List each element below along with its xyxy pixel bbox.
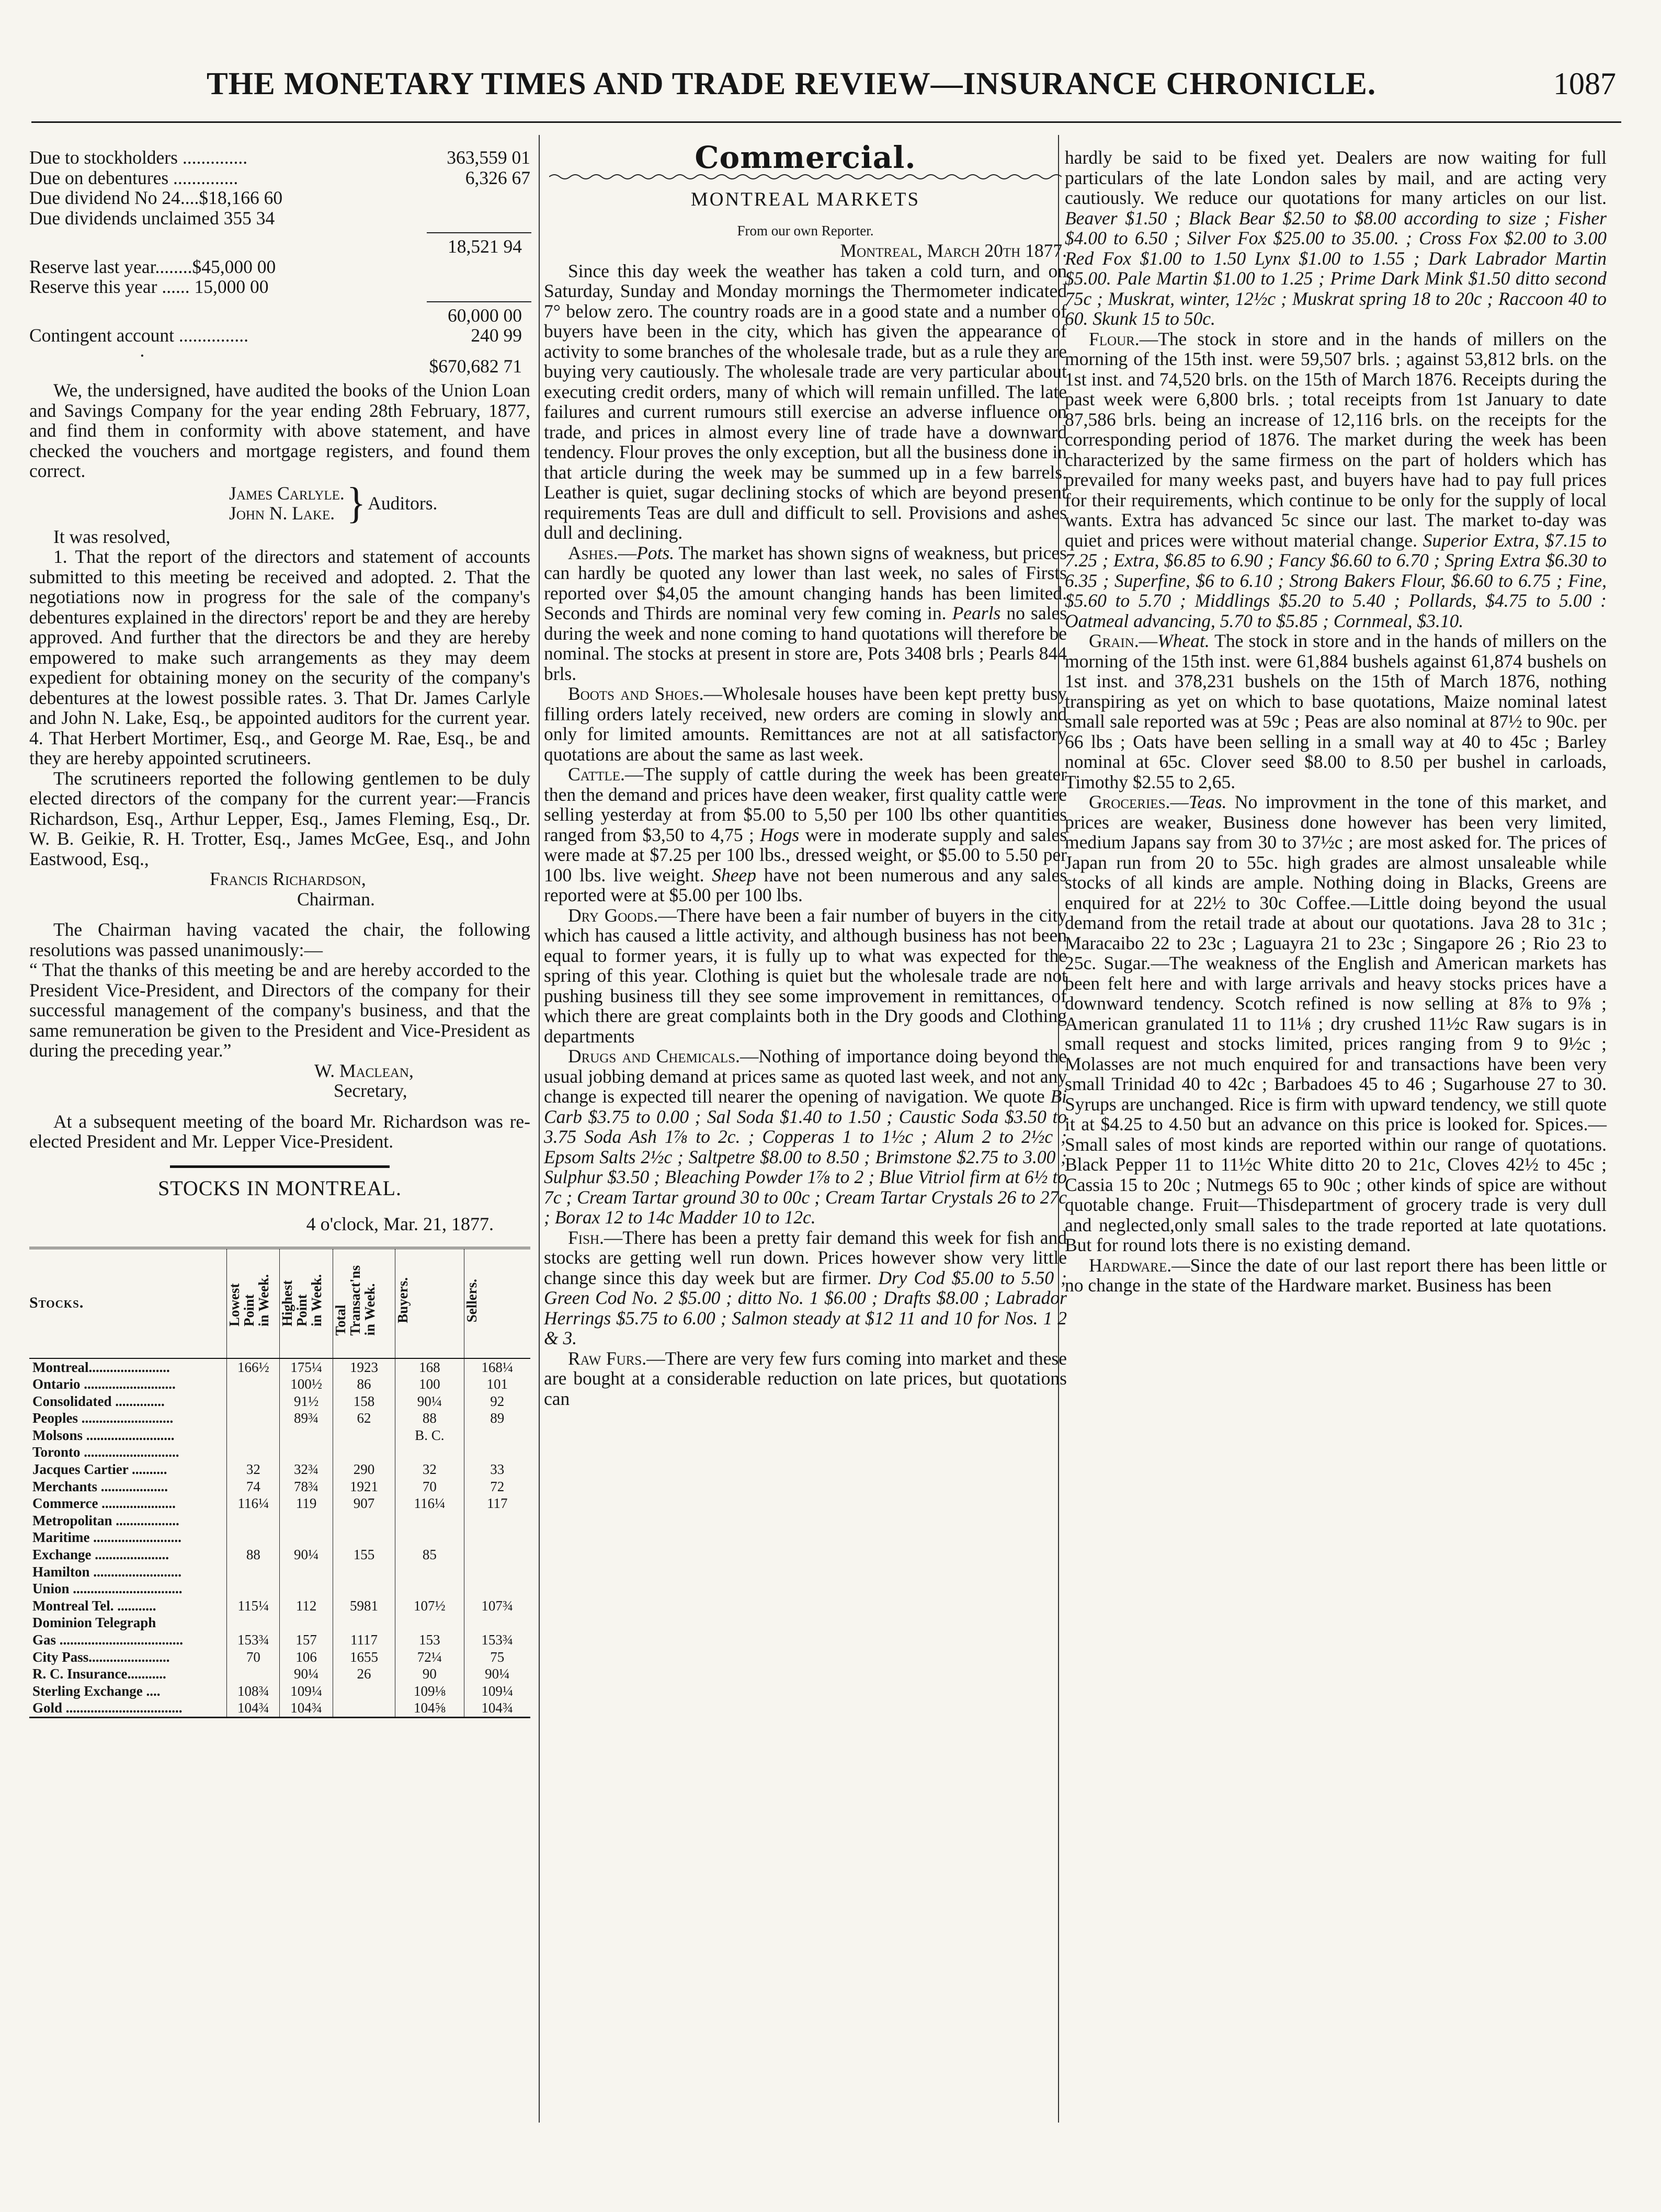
dry-goods-heading: Dry Goods. [568, 904, 658, 926]
publication-title: THE MONETARY TIMES AND TRADE REVIEW—INSURANCE CHRONICLE. [207, 66, 1376, 101]
groceries-report: Groceries.—Teas. No improvment in the tone of this market, and prices are weaker, Business done however has been very limited, medium Japans say from 30 to 37½c ; are most asked for. The prices of Japan run from 20 to 55c. high grades are almost unsaleable while stocks of all kinds are ample. Nothing doing in Blacks, Greens are enquired for at 22½ to 30c Coffee.—Little doing beyond the usual demand from the retail trade at about our quotations. Java 28 to 31c ; Maracaibo 22 to 23c ; Laguayra 21 to 23c ; Singapore 26 ; Rio 23 to 25c. Sugar.—The weakness of the English and American markets has been felt here and with large arrivals and heavy stocks prices have a downward tendency. Scotch refined is now selling at 8⅞ to 9⅞ ; American granulated 11 to 11⅛ ; dry crushed 11½c Raw sugars is in small request and stocks limited, prices ranging from 9 to 9½c ; Molasses are not much enquired for and transactions have been very small Trinidad 40 to 42c ; Barbadoes 45 to 46 ; Sugarhouse 27 to 30. Syrups are unchanged. Rice is firm with upward tendency, we still quote it at $4.25 to 4.50 but an advance on this price is looked for. Spices.—Small sales of most kinds are reported within our range of quotations. Black Pepper 11 to 11½c White ditto 20 to 21c, Cloves 42½ to 45c ; Cassia 15 to 20c ; Nutmegs 65 to 90c ; other kinds of spice are without quotable change. Fruit—Thisdepartment of grocery trade is very dull and neglected,only small sales to the trade reported at late quotations. But for round lots there is no existing demand. [1065, 791, 1607, 1255]
chairman-title: Chairman. [297, 888, 375, 910]
col-header-stocks: Stocks. [29, 1248, 227, 1358]
stock-value: 109¼ [280, 1683, 333, 1700]
grain-heading: Grain. [1089, 630, 1139, 651]
stock-value [333, 1683, 395, 1700]
stock-value [333, 1563, 395, 1581]
stock-value [333, 1614, 395, 1631]
stock-value [333, 1444, 395, 1461]
center-column [544, 140, 1067, 1409]
table-row [29, 1461, 530, 1478]
stock-value [333, 1427, 395, 1444]
auditors-label: Auditors. [368, 492, 438, 514]
secretary-title: Secretary, [334, 1080, 407, 1101]
secretary-name: W. Maclean, [314, 1060, 414, 1081]
stock-value [395, 1563, 464, 1581]
dateline: Montreal, March 20th 1877. [840, 240, 1067, 261]
markets-subhead: MONTREAL MARKETS [690, 189, 920, 210]
stock-value [280, 1614, 333, 1631]
stock-value: 104¾ [280, 1699, 333, 1717]
stock-name: Jacques Cartier .......... [29, 1461, 227, 1478]
stock-value: 78¾ [280, 1478, 333, 1495]
stock-name: Montreal....................... [29, 1358, 227, 1376]
stock-value: 907 [333, 1495, 395, 1512]
stock-name: Molsons ......................... [29, 1427, 227, 1444]
table-header-row [29, 1248, 530, 1358]
stock-value: 1921 [333, 1478, 395, 1495]
stock-name: Peoples .......................... [29, 1410, 227, 1427]
subtotal-row [29, 305, 530, 326]
table-row [29, 1631, 530, 1649]
col-header-highest: Highest Point in Week. [280, 1248, 333, 1358]
table-row [29, 1495, 530, 1512]
page-number: 1087 [1553, 66, 1616, 101]
table-row [29, 1580, 530, 1597]
stock-value: B. C. [395, 1427, 464, 1444]
table-row [29, 1699, 530, 1717]
stock-value [464, 1512, 530, 1529]
hardware-heading: Hardware. [1089, 1254, 1172, 1276]
stock-value [280, 1427, 333, 1444]
account-label: Reserve last year........$45,000 00 [29, 256, 276, 277]
wavy-rule [549, 173, 1062, 181]
table-row [29, 1393, 530, 1410]
stock-value [464, 1427, 530, 1444]
stock-value: 88 [395, 1410, 464, 1427]
stock-value [333, 1529, 395, 1546]
furs-report: Raw Furs.—There are very few furs coming into market and these are bought at a considerable reduction on late prices, but quotations can [544, 1347, 1067, 1409]
vacated-chair: The Chairman having vacated the chair, the following resolutions was passed unanimously:— [29, 919, 530, 960]
grain-report: Grain.—Wheat. The stock in store and in the hands of millers on the morning of the 15th inst. were 61,884 bushels against 61,874 bushels on 1st inst. and 378,231 bushels on the 15th of March 1876, nothing transpiring as yet on which to base quotations, Maize nominal latest small sale reported was at 59c ; Peas are also nominal at 87½ to 90c. per 66 lbs ; Oats have been selling in a small way at 40 to 45c ; Barley nominal at 65c. Clover seed $8.00 to 8.50 per bushel in carloads, Timothy $2.55 to 2,65. [1065, 630, 1607, 792]
stock-name: Merchants ................... [29, 1478, 227, 1495]
stock-value [395, 1512, 464, 1529]
stock-value: 62 [333, 1410, 395, 1427]
market-intro: Since this day week the weather has taken a cold turn, and on Saturday, Sunday and Monday mornings the Thermometer indicated 7° below zero. The country roads are in a good state and a number of buyers have been in the city, which has given the appearance of activity to some branches of the wholesale trade, but as a rule they are buying very cautiously. The wholesale trade are very particular about executing credit orders, many of which will remain unfilled. The late failures and current rumours still exercise an adverse influence on trade, and prices in almost every line of trade have a downward tendency. Flour proves the only exception, but all the business done in that article during the week may be summed up in a few barrels. Leather is quiet, sugar declining stocks of which are beyond present requirements Teas are dull and difficult to sell. Provisions and ashes dull and declining. [544, 260, 1067, 543]
stock-value: 1655 [333, 1649, 395, 1666]
stock-value [280, 1529, 333, 1546]
stock-value [227, 1563, 280, 1581]
table-row [29, 1683, 530, 1700]
table-row [29, 1546, 530, 1563]
stock-value: 104¾ [227, 1699, 280, 1717]
right-column [1065, 148, 1607, 1296]
stock-value: 107¾ [481, 1597, 514, 1614]
stock-value: 92 [490, 1393, 505, 1409]
stock-value: 88 [227, 1546, 280, 1563]
stock-name: Sterling Exchange .... [29, 1683, 227, 1700]
resolved-intro: It was resolved, [53, 526, 170, 547]
stock-value: 91½ [280, 1393, 333, 1410]
stock-name: Maritime ......................... [29, 1529, 227, 1546]
stock-value: 100 [395, 1376, 464, 1393]
subtotal-row [29, 236, 530, 257]
fish-report: Fish.—There has been a pretty fair demand this week for fish and stocks are getting well run down. Prices however show very little change since this day week but are firmer. Dry Cod $5.00 to 5.50 ; Green Cod No. 2 $5.00 ; ditto No. 1 $6.00 ; Drafts $8.00 ; Labrador Herrings $5.75 to 6.00 ; Salmon steady at $12 11 and 10 for Nos. 1 2 & 3. [544, 1227, 1067, 1348]
table-row [29, 1563, 530, 1581]
stock-value: 175¼ [280, 1358, 333, 1376]
drugs-report: Drugs and Chemicals.—Nothing of importance doing beyond the usual jobbing demand at prices same as quoted last week, and not any change is expected till nearer the opening of navigation. We quote Bi Carb $3.75 to 0.00 ; Sal Soda $1.40 to 1.50 ; Caustic Soda $3.50 to 3.75 Soda Ash 1⅞ to 2c. ; Copperas 1 to 1½c ; Alum 2 to 2½c ; Epsom Salts 2½c ; Saltpetre $8.00 to 8.50 ; Brimstone $2.75 to 3.00 ; Sulphur $3.50 ; Bleaching Powder 1⅞ to 2 ; Blue Vitriol firm at 6½ to 7c ; Cream Tartar ground 30 to 00c ; Cream Tartar Crystals 26 to 27c ; Borax 12 to 14c Madder 10 to 12c. [544, 1046, 1067, 1228]
stock-value: 115¼ [227, 1597, 280, 1615]
bullet-mark: · [139, 345, 145, 366]
stock-value: 168¼ [481, 1359, 514, 1375]
stock-value [227, 1393, 280, 1410]
stock-value: 100½ [280, 1376, 333, 1393]
furs-continued: hardly be said to be fixed yet. Dealers are now waiting for full particulars of the late London sales by mail, and are acting very cautiously. We reduce our quotations for many articles on our list. Beaver $1.50 ; Black Bear $2.50 to $8.00 according to size ; Fisher $4.00 to 6.50 ; Silver Fox $25.00 to 35.00. ; Cross Fox $2.00 to 3.00 Red Fox $1.00 to 1.50 Lynx $1.00 to 1.55 ; Dark Labrador Martin $5.00. Pale Martin $1.00 to 1.25 ; Prime Dark Mink $1.50 ditto second 75c ; Muskrat, winter, 12½c ; Muskrat spring 18 to 20c ; Raccoon 40 to 60. Skunk 15 to 50c. [1065, 147, 1607, 329]
stocks-table-body [29, 1358, 530, 1718]
auditor-name: John N. Lake. [229, 503, 335, 524]
thanks-resolution: “ That the thanks of this meeting be and are hereby accorded to the President Vice-President, and Directors of the company for their successful management of the company's business, and that the same remuneration be given to the President and Vice-President as during the preceding year.” [29, 959, 530, 1061]
account-label: Reserve this year ...... 15,000 00 [29, 276, 269, 297]
stock-value [395, 1444, 464, 1461]
stock-value: 104⅝ [395, 1699, 464, 1717]
stock-value: 290 [333, 1461, 395, 1478]
stock-value [227, 1614, 280, 1631]
stock-value: 109¼ [481, 1683, 514, 1699]
groceries-heading: Groceries. [1089, 791, 1170, 812]
account-label: Due on debentures .............. [29, 167, 238, 188]
stocks-time: 4 o'clock, Mar. 21, 1877. [306, 1213, 494, 1234]
brace-mark: } [346, 479, 366, 528]
ashes-report: Ashes.—Pots. The market has shown signs of weakness, but prices can hardly be quoted any lower than last week, no sales of Firsts reported over $4,05 the amount changing hands has been limited. Seconds and Thirds are nominal very few coming in. Pearls no sales during the week and none coming to hand quotations will therefore be nominal. The stocks at present in store are, Pots 3408 brls ; Pearls 844 brls. [544, 542, 1067, 684]
stock-name: Gas ................................... [29, 1631, 227, 1649]
subsequent-meeting: At a subsequent meeting of the board Mr. Richardson was re-elected President and Mr. Lepper Vice-President. [29, 1110, 530, 1152]
stock-value [227, 1376, 280, 1393]
stock-value: 107½ [395, 1597, 464, 1615]
stock-value [280, 1512, 333, 1529]
stock-value: 90¼ [280, 1665, 333, 1683]
stock-value: 1117 [333, 1631, 395, 1649]
stock-value: 116¼ [395, 1495, 464, 1512]
stock-value: 90¼ [395, 1393, 464, 1410]
fish-heading: Fish. [568, 1227, 604, 1248]
stock-value: 109⅛ [395, 1683, 464, 1700]
stock-value [227, 1410, 280, 1427]
subtotal: 60,000 00 [448, 304, 522, 326]
stock-value: 153 [395, 1631, 464, 1649]
stock-value [333, 1580, 395, 1597]
subtotal: 18,521 94 [448, 236, 522, 257]
stock-value: 70 [395, 1478, 464, 1495]
stock-value [227, 1580, 280, 1597]
stock-value: 5981 [333, 1597, 395, 1615]
stock-value [464, 1529, 530, 1546]
stock-value [227, 1529, 280, 1546]
sum-rule [427, 232, 531, 233]
furs-heading: Raw Furs. [568, 1347, 647, 1369]
cattle-heading: Cattle. [568, 764, 625, 785]
stock-value [227, 1512, 280, 1529]
auditor-signatures [229, 479, 530, 528]
stock-name: Metropolitan .................. [29, 1512, 227, 1529]
stock-value: 104¾ [481, 1700, 514, 1716]
col-header-lowest: Lowest Point in Week. [227, 1248, 280, 1358]
resolutions: 1. That the report of the directors and statement of accounts submitted to this meeting be received and adopted. 2. That the negotiations now in progress for the sale of the company's debentures explained in the directors' report be and they are hereby approved. And further that the directors be and they are hereby empowered to make such arrangements as they may deem expedient for obtaining money on the security of the company's debentures at the lowest possible rates. 3. That Dr. James Carlyle and John N. Lake, Esq., be appointed auditors for the current year. 4. That Herbert Mortimer, Esq., and George M. Rae, Esq., be and they are hereby appointed scrutineers. [29, 546, 530, 768]
stock-name: City Pass....................... [29, 1649, 227, 1666]
stock-value: 33 [490, 1461, 505, 1478]
stock-value [280, 1444, 333, 1461]
cattle-report: Cattle.—The supply of cattle during the week has been greater then the demand and prices have deen weaker, first quality cattle were selling yesterday at from $5.00 to 5,50 per 100 lbs other quantities ranged from $3,50 to 4,75 ; Hogs were in moderate supply and sales were made at $7.25 per 100 lbs., dressed weight, or $5.00 to 5.50 per 100 lbs. live weight. Sheep have not been numerous and any sales reported were at $5.00 per 100 lbs. [544, 764, 1067, 905]
col-header-total: Total Transact'ns in Week. [333, 1248, 395, 1358]
account-amount: 363,559 01 [447, 147, 530, 168]
stocks-rule [170, 1165, 390, 1168]
stock-name: Exchange ..................... [29, 1546, 227, 1563]
stock-value: 86 [333, 1376, 395, 1393]
stock-value: 89¾ [280, 1410, 333, 1427]
stock-value [280, 1563, 333, 1581]
stock-value: 117 [487, 1495, 508, 1512]
auditor-name: James Carlyle. [229, 482, 345, 504]
column-rule-left [539, 135, 540, 2123]
stock-value [395, 1614, 464, 1631]
stock-value: 90 [395, 1665, 464, 1683]
stock-value: 119 [280, 1495, 333, 1512]
stock-value: 157 [280, 1631, 333, 1649]
stock-value [333, 1699, 395, 1717]
stock-value [464, 1580, 530, 1597]
stock-value: 112 [280, 1597, 333, 1615]
stock-value [227, 1444, 280, 1461]
section-title: Commercial. [695, 140, 916, 175]
chairman-name: Francis Richardson, [210, 868, 366, 889]
stock-value [464, 1563, 530, 1581]
table-row [29, 1512, 530, 1529]
stock-name: R. C. Insurance........... [29, 1665, 227, 1683]
table-row [29, 1410, 530, 1427]
table-row [29, 1665, 530, 1683]
stock-value [395, 1529, 464, 1546]
flour-report: Flour.—The stock in store and in the hands of millers on the morning of the 15th inst. were 59,507 brls. ; against 53,812 brls. on the 1st inst. and 74,520 brls. on the 15th of March 1876. Receipts during the past week were 6,800 brls. ; total receipts from 1st January to date 87,586 brls. being an increase of 12,116 brls. on the receipts for the corresponding period of 1876. The market during the week has been characterized by the same firmess on the part of holders which has prevailed for many weeks past, and buyers have had to pay full prices for their requirements, which continue to be only for the supply of local wants. Extra has advanced 5c since our last. The market to-day was quiet and prices were without material change. Superior Extra, $7.15 to 7.25 ; Extra, $6.85 to 6.90 ; Fancy $6.60 to 6.70 ; Spring Extra $6.30 to 6.35 ; Superfine, $6 to 6.10 ; Strong Bakers Flour, $6.60 to 6.75 ; Fine, $5.60 to 5.70 ; Middlings $5.20 to 5.40 ; Pollards, $4.75 to 5.00 : Oatmeal advancing, 5.70 to $5.85 ; Cornmeal, $3.10. [1065, 328, 1607, 631]
financial-statement [29, 148, 530, 376]
contingent-amount: 240 99 [471, 325, 522, 346]
stock-value: 153¾ [481, 1632, 514, 1648]
stock-value: 158 [333, 1393, 395, 1410]
stock-value [395, 1580, 464, 1597]
account-label: Due dividends unclaimed 355 34 [29, 207, 275, 229]
stock-value: 90¼ [485, 1666, 510, 1682]
stock-value: 72¼ [395, 1649, 464, 1666]
stock-value [464, 1444, 530, 1461]
dry-goods-report: Dry Goods.—There have been a fair number of buyers in the city which has caused a little activity, and although business has not been equal to former years, it is fully up to what was expected for the spring of this year. Clothing is quiet but the wholesale trade are not pushing business till they see some improvement in remittances, of which there are great complaints both in the Dry goods and Clothing departments [544, 904, 1067, 1047]
stock-value: 155 [333, 1546, 395, 1563]
stock-name: Toronto ........................... [29, 1444, 227, 1461]
stock-value: 108¾ [227, 1683, 280, 1700]
account-label: Due to stockholders .............. [29, 147, 248, 168]
stock-value: 89 [490, 1410, 505, 1426]
stock-value: 106 [280, 1649, 333, 1666]
stock-value: 75 [490, 1649, 505, 1665]
stock-name: Gold ................................. [29, 1699, 227, 1717]
grand-total-row [29, 356, 530, 377]
stock-name: Montreal Tel. ........... [29, 1597, 227, 1615]
stock-value: 101 [486, 1376, 508, 1392]
stock-value: 153¾ [227, 1631, 280, 1649]
stock-value [227, 1665, 280, 1683]
table-row [29, 1478, 530, 1495]
running-head [31, 66, 1632, 113]
scrutineers-report: The scrutineers reported the following gentlemen to be duly elected directors of the company for the current year:—Francis Richardson, Esq., Arthur Lepper, Esq., James Fleming, Esq., Dr. W. B. Geikie, R. H. Trotter, Esq., James McGee, Esq., and John Eastwood, Esq., [29, 767, 530, 869]
stock-value: 74 [227, 1478, 280, 1495]
stock-value: 26 [333, 1665, 395, 1683]
stock-value: 90¼ [280, 1546, 333, 1563]
stock-value: 85 [395, 1546, 464, 1563]
table-row [29, 1597, 530, 1615]
table-row [29, 1376, 530, 1393]
table-row [29, 1444, 530, 1461]
col-header-sellers: Sellers. [464, 1248, 530, 1358]
stock-name: Union ............................... [29, 1580, 227, 1597]
col-header-buyers: Buyers. [395, 1248, 464, 1358]
stock-value: 168 [395, 1358, 464, 1376]
account-amount: 6,326 67 [465, 167, 530, 188]
boots-heading: Boots and Shoes. [568, 683, 704, 704]
stock-value: 32¾ [280, 1461, 333, 1478]
table-row [29, 1649, 530, 1666]
table-row [29, 1614, 530, 1631]
stock-name: Ontario .......................... [29, 1376, 227, 1393]
stock-value [464, 1614, 530, 1631]
stock-value [280, 1580, 333, 1597]
stock-value: 70 [227, 1649, 280, 1666]
left-column [29, 148, 530, 1718]
stock-value: 32 [395, 1461, 464, 1478]
ashes-heading: Ashes. [568, 542, 618, 563]
header-rule [31, 121, 1621, 123]
stock-value: 166½ [227, 1358, 280, 1376]
table-row [29, 1529, 530, 1546]
boots-report: Boots and Shoes.—Wholesale houses have been kept pretty busy filling orders lately received, new orders are coming in slowly and only for limited amounts. Remittances are not at all satisfactory quotations are about the same as last week. [544, 683, 1067, 765]
stock-name: Commerce ..................... [29, 1495, 227, 1512]
sum-rule [427, 301, 531, 302]
account-label: Due dividend No 24....$18,166 60 [29, 187, 283, 208]
stock-name: Consolidated .............. [29, 1393, 227, 1410]
drugs-heading: Drugs and Chemicals. [568, 1046, 740, 1067]
flour-heading: Flour. [1089, 328, 1140, 349]
stock-value: 1923 [333, 1358, 395, 1376]
stock-value [333, 1512, 395, 1529]
hardware-report: Hardware.—Since the date of our last report there has been little or no change in the state of the Hardware market. Business has been [1065, 1254, 1607, 1296]
stock-value: 72 [490, 1478, 505, 1494]
stock-name: Dominion Telegraph [29, 1614, 227, 1631]
stock-value: 32 [227, 1461, 280, 1478]
stock-value [464, 1546, 530, 1563]
stock-value: 116¼ [227, 1495, 280, 1512]
stock-value [227, 1427, 280, 1444]
table-row [29, 1358, 530, 1376]
table-row [29, 1427, 530, 1444]
stocks-title: STOCKS IN MONTREAL. [157, 1176, 402, 1200]
contingent-label: Contingent account ............... [29, 325, 249, 346]
stock-name: Hamilton ......................... [29, 1563, 227, 1581]
audit-statement: We, the undersigned, have audited the books of the Union Loan and Savings Company for the year ending 28th February, 1877, and find them in conformity with above statement, and have checked the vouchers and mortgage registers, and found them correct. [29, 380, 530, 481]
grand-total: $670,682 71 [429, 355, 522, 377]
from-reporter: From our own Reporter. [737, 222, 874, 239]
stocks-table [29, 1247, 530, 1718]
